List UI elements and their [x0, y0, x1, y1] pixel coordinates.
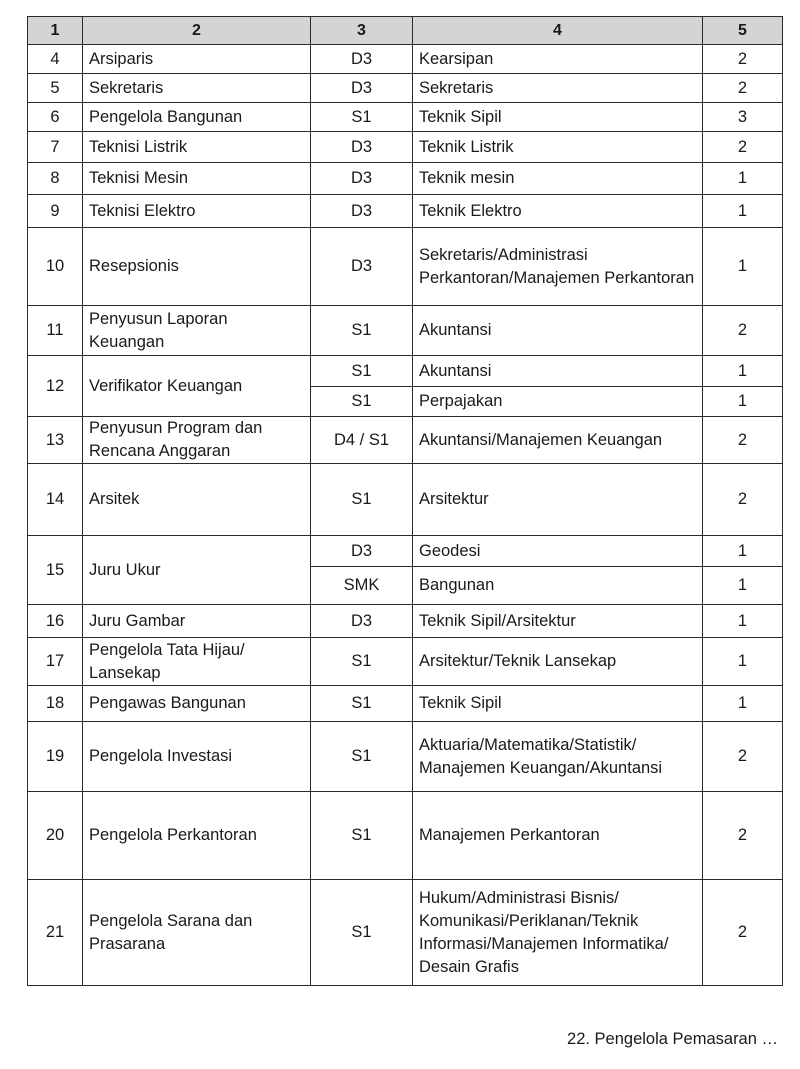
education-cell: D3	[311, 132, 413, 163]
row-number-cell: 12	[28, 356, 83, 417]
major-cell: Teknik mesin	[413, 163, 703, 195]
quantity-cell: 2	[703, 722, 783, 792]
table-header	[28, 17, 783, 45]
row-number-cell: 13	[28, 417, 83, 464]
major-cell: Kearsipan	[413, 45, 703, 74]
education-cell: S1	[311, 356, 413, 387]
row-number-cell: 10	[28, 228, 83, 306]
position-cell: Pengelola Bangunan	[83, 103, 311, 132]
quantity-cell: 2	[703, 132, 783, 163]
job-requirements-table	[27, 16, 783, 986]
quantity-cell: 1	[703, 356, 783, 387]
row-number-cell: 9	[28, 195, 83, 228]
row-number-cell: 14	[28, 464, 83, 536]
table-body	[28, 45, 783, 986]
table-row	[28, 417, 783, 464]
education-cell: S1	[311, 722, 413, 792]
position-cell: Arsiparis	[83, 45, 311, 74]
position-cell: Pengelola Investasi	[83, 722, 311, 792]
major-cell: Arsitektur/Teknik Lansekap	[413, 638, 703, 686]
education-cell: D3	[311, 536, 413, 567]
education-cell: S1	[311, 792, 413, 880]
position-cell: Penyusun Laporan Keuangan	[83, 306, 311, 356]
row-number-cell: 11	[28, 306, 83, 356]
row-number-cell: 21	[28, 880, 83, 986]
education-cell: D3	[311, 45, 413, 74]
row-number-cell: 19	[28, 722, 83, 792]
quantity-cell: 1	[703, 605, 783, 638]
education-cell: S1	[311, 387, 413, 417]
table-row	[28, 195, 783, 228]
major-cell: Teknik Sipil	[413, 103, 703, 132]
table-row	[28, 45, 783, 74]
table-row	[28, 722, 783, 792]
table-row	[28, 228, 783, 306]
table-row	[28, 74, 783, 103]
quantity-cell: 1	[703, 536, 783, 567]
education-cell: D3	[311, 163, 413, 195]
quantity-cell: 1	[703, 686, 783, 722]
table-row	[28, 132, 783, 163]
quantity-cell: 2	[703, 306, 783, 356]
major-cell: Hukum/Administrasi Bisnis/ Komunikasi/Periklanan/Teknik Informasi/Manajemen Informatika/ Desain Grafis	[413, 880, 703, 986]
table-row	[28, 686, 783, 722]
education-cell: S1	[311, 880, 413, 986]
row-number-cell: 5	[28, 74, 83, 103]
table-row	[28, 306, 783, 356]
row-number-cell: 16	[28, 605, 83, 638]
major-cell: Akuntansi/Manajemen Keuangan	[413, 417, 703, 464]
row-number-cell: 15	[28, 536, 83, 605]
education-cell: S1	[311, 103, 413, 132]
table-row	[28, 356, 783, 387]
header-col-1: 1	[28, 17, 83, 45]
row-number-cell: 20	[28, 792, 83, 880]
table-row	[28, 464, 783, 536]
header-col-3: 3	[311, 17, 413, 45]
position-cell: Pengelola Perkantoran	[83, 792, 311, 880]
quantity-cell: 1	[703, 567, 783, 605]
quantity-cell: 2	[703, 880, 783, 986]
major-cell: Geodesi	[413, 536, 703, 567]
position-cell: Pengawas Bangunan	[83, 686, 311, 722]
education-cell: D3	[311, 74, 413, 103]
table-row	[28, 163, 783, 195]
major-cell: Akuntansi	[413, 306, 703, 356]
position-cell: Teknisi Elektro	[83, 195, 311, 228]
education-cell: D4 / S1	[311, 417, 413, 464]
position-cell: Arsitek	[83, 464, 311, 536]
position-cell: Verifikator Keuangan	[83, 356, 311, 417]
table-row	[28, 536, 783, 567]
row-number-cell: 7	[28, 132, 83, 163]
quantity-cell: 1	[703, 163, 783, 195]
major-cell: Arsitektur	[413, 464, 703, 536]
position-cell: Penyusun Program dan Rencana Anggaran	[83, 417, 311, 464]
education-cell: S1	[311, 686, 413, 722]
position-cell: Resepsionis	[83, 228, 311, 306]
major-cell: Aktuaria/Matematika/Statistik/ Manajemen Keuangan/Akuntansi	[413, 722, 703, 792]
row-number-cell: 18	[28, 686, 83, 722]
major-cell: Sekretaris/Administrasi Perkantoran/Manajemen Perkantoran	[413, 228, 703, 306]
major-cell: Teknik Elektro	[413, 195, 703, 228]
continuation-note: 22. Pengelola Pemasaran …	[567, 1030, 778, 1048]
quantity-cell: 2	[703, 417, 783, 464]
quantity-cell: 1	[703, 195, 783, 228]
position-cell: Teknisi Mesin	[83, 163, 311, 195]
position-cell: Teknisi Listrik	[83, 132, 311, 163]
quantity-cell: 1	[703, 638, 783, 686]
major-cell: Manajemen Perkantoran	[413, 792, 703, 880]
quantity-cell: 2	[703, 45, 783, 74]
major-cell: Bangunan	[413, 567, 703, 605]
major-cell: Akuntansi	[413, 356, 703, 387]
position-cell: Pengelola Tata Hijau/ Lansekap	[83, 638, 311, 686]
education-cell: D3	[311, 605, 413, 638]
education-cell: D3	[311, 228, 413, 306]
table-row	[28, 792, 783, 880]
position-cell: Juru Ukur	[83, 536, 311, 605]
major-cell: Perpajakan	[413, 387, 703, 417]
education-cell: S1	[311, 306, 413, 356]
quantity-cell: 2	[703, 74, 783, 103]
row-number-cell: 17	[28, 638, 83, 686]
major-cell: Teknik Listrik	[413, 132, 703, 163]
major-cell: Teknik Sipil/Arsitektur	[413, 605, 703, 638]
education-cell: D3	[311, 195, 413, 228]
education-cell: S1	[311, 638, 413, 686]
row-number-cell: 4	[28, 45, 83, 74]
position-cell: Juru Gambar	[83, 605, 311, 638]
table-row	[28, 880, 783, 986]
quantity-cell: 1	[703, 228, 783, 306]
header-row	[28, 17, 783, 45]
table-row	[28, 103, 783, 132]
education-cell: S1	[311, 464, 413, 536]
row-number-cell: 6	[28, 103, 83, 132]
table-row	[28, 605, 783, 638]
position-cell: Pengelola Sarana dan Prasarana	[83, 880, 311, 986]
quantity-cell: 2	[703, 464, 783, 536]
header-col-5: 5	[703, 17, 783, 45]
header-col-4: 4	[413, 17, 703, 45]
table-row	[28, 638, 783, 686]
quantity-cell: 3	[703, 103, 783, 132]
major-cell: Sekretaris	[413, 74, 703, 103]
quantity-cell: 1	[703, 387, 783, 417]
education-cell: SMK	[311, 567, 413, 605]
major-cell: Teknik Sipil	[413, 686, 703, 722]
quantity-cell: 2	[703, 792, 783, 880]
position-cell: Sekretaris	[83, 74, 311, 103]
header-col-2: 2	[83, 17, 311, 45]
row-number-cell: 8	[28, 163, 83, 195]
